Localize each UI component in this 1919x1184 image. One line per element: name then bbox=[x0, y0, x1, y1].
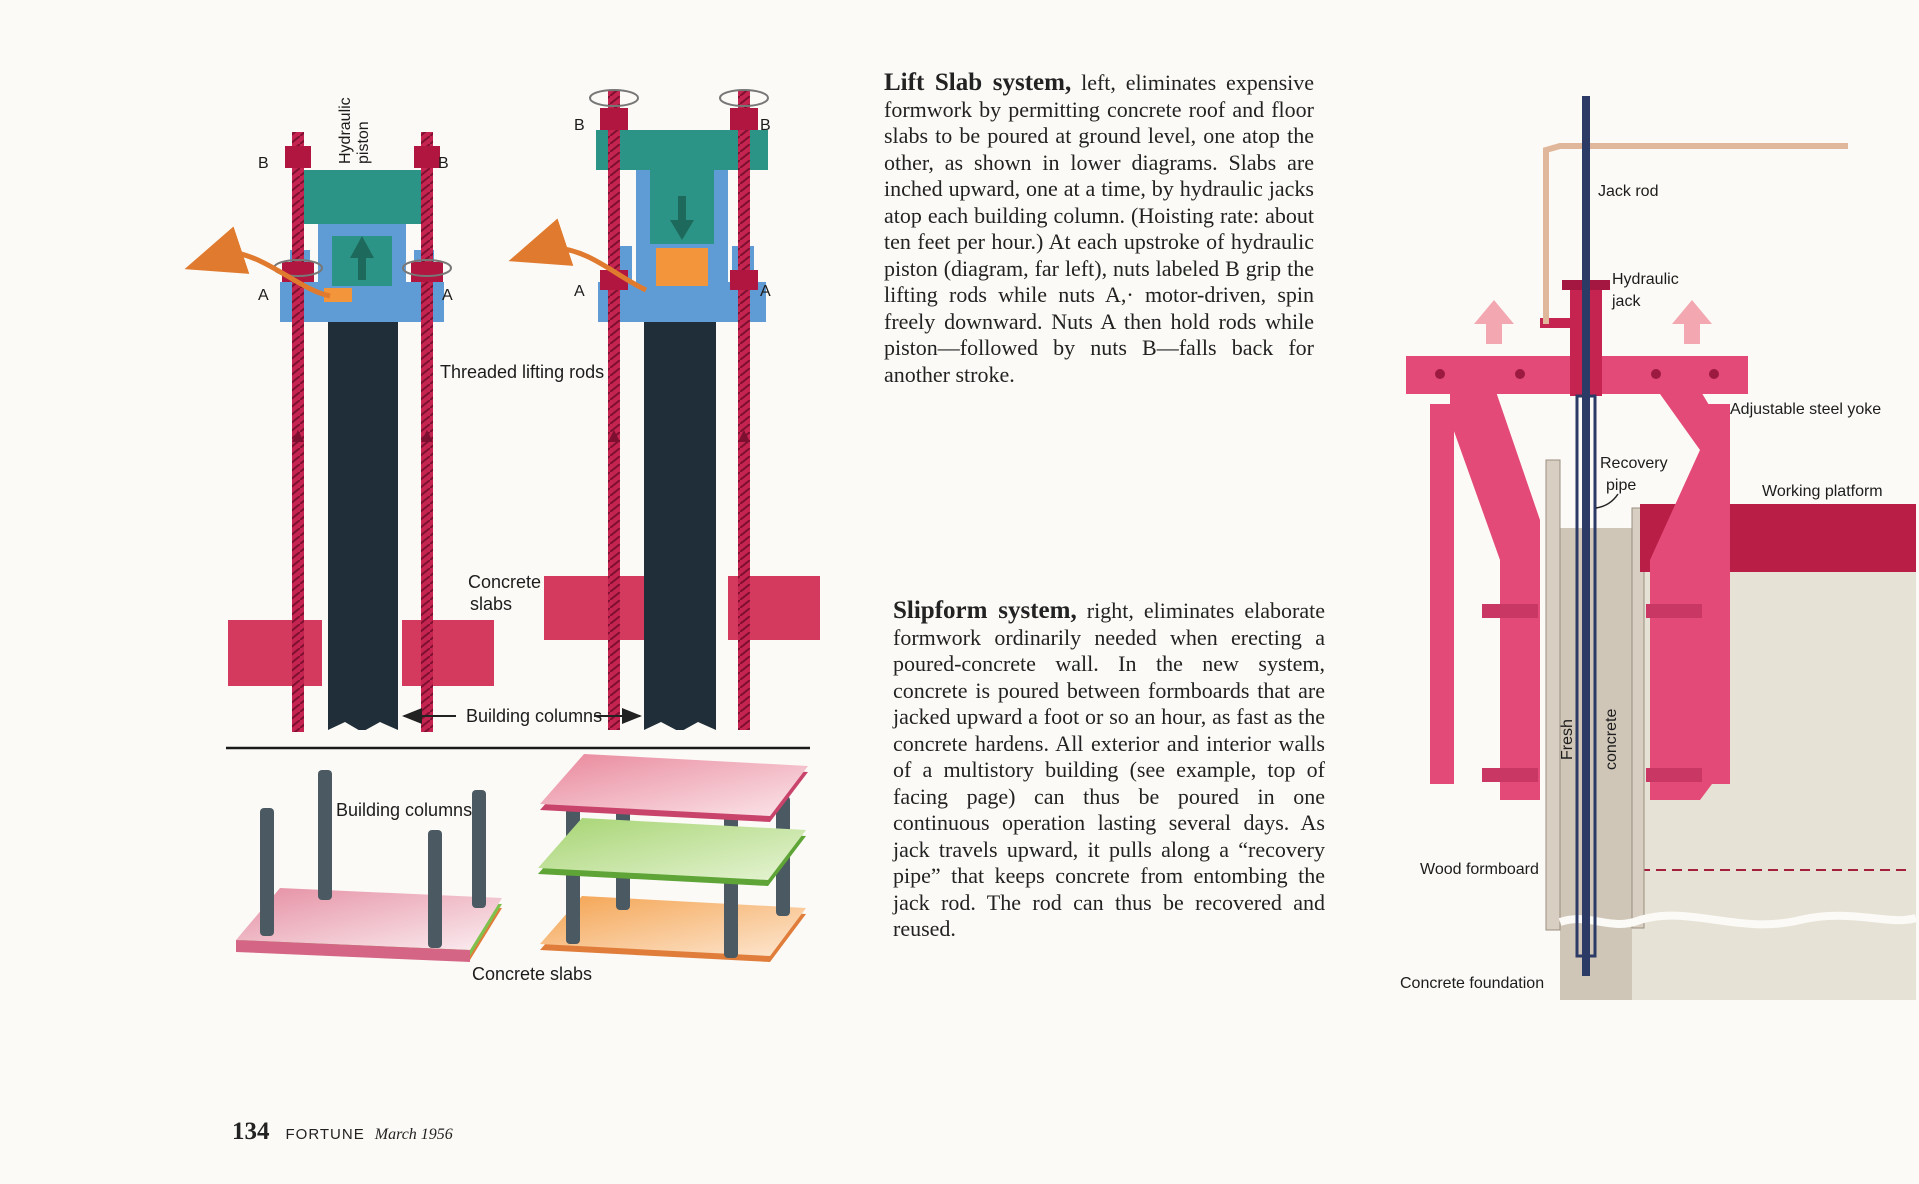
label-nut-b-right: B bbox=[438, 155, 449, 172]
label-nut-a-left: A bbox=[574, 283, 585, 300]
label-nut-b-left: B bbox=[574, 117, 585, 134]
label-building-columns: Building columns bbox=[466, 706, 603, 726]
caption-slipform bbox=[893, 598, 1325, 943]
lift-slab-jack-left bbox=[194, 97, 604, 736]
yoke-leg-left bbox=[1450, 380, 1540, 800]
label-nut-a-left: A bbox=[258, 287, 269, 304]
label-wood-formboard: Wood formboard bbox=[1420, 861, 1539, 878]
label-nut-a-right: A bbox=[760, 283, 771, 300]
building-column bbox=[644, 322, 716, 730]
label-building-columns: Building columns bbox=[336, 800, 473, 820]
label-concrete-2: slabs bbox=[470, 594, 513, 614]
label-threaded-lifting-rods: Threaded lifting rods bbox=[440, 362, 605, 382]
label-working-platform: Working platform bbox=[1762, 483, 1883, 500]
caption-lift-slab bbox=[884, 70, 1314, 388]
page-folio bbox=[232, 1118, 453, 1146]
caption-lift-slab-heading: Lift Slab system, bbox=[884, 69, 1072, 96]
slipform-diagram bbox=[1400, 96, 1916, 1000]
building-column bbox=[328, 322, 398, 730]
caption-slipform-body: right, eliminates elaborate formwork ordinarily needed when erecting a poured-concrete wall. In the new system, concrete is poured between formboards that are jacked upward a foot or so an hour, as fast as the concrete hardens. All exterior and interior walls of a multistory building (see example, top of facing page) can thus be poured in one continuous operation lasting several days. As jack travels upward, it pulls along a “recovery pipe” that keeps concrete from entombing the jack rod. The rod can thus be recovered and reused. bbox=[893, 598, 1325, 941]
concrete-slab-left-outer bbox=[544, 576, 644, 640]
threaded-lifting-rod bbox=[738, 90, 750, 730]
slabs-lifted-stack bbox=[538, 754, 808, 962]
lift-slab-jack-right bbox=[518, 90, 820, 736]
lift-arrow bbox=[1474, 300, 1514, 344]
threaded-lifting-rod bbox=[608, 90, 620, 730]
label-nut-b-right: B bbox=[760, 117, 771, 134]
building-columns-callout bbox=[404, 706, 640, 726]
label-concrete-1: Concrete bbox=[468, 572, 542, 592]
nut-b bbox=[730, 108, 758, 130]
label-concrete-slabs: Concrete slabs bbox=[472, 964, 593, 984]
magazine-name: FORTUNE bbox=[285, 1126, 365, 1143]
label-hydraulic: Hydraulic bbox=[337, 97, 354, 164]
building-column bbox=[428, 830, 442, 948]
label-concrete: concrete bbox=[1603, 708, 1620, 770]
nut-b bbox=[414, 146, 440, 168]
label-jack: jack bbox=[1612, 293, 1641, 310]
label-pipe: pipe bbox=[1606, 477, 1637, 494]
hydraulic-piston-head bbox=[292, 170, 432, 224]
building-column bbox=[318, 770, 332, 900]
nut-a bbox=[282, 262, 314, 282]
label-nut-b-left: B bbox=[258, 155, 269, 172]
concrete-slab-left-outer bbox=[228, 620, 322, 686]
nut-a bbox=[411, 262, 443, 282]
label-concrete-foundation: Concrete foundation bbox=[1400, 975, 1545, 992]
lift-arrow bbox=[1672, 300, 1712, 344]
nut-b bbox=[600, 108, 628, 130]
concrete-slab-left-inner bbox=[402, 620, 494, 686]
building-column bbox=[472, 790, 486, 908]
caption-slipform-heading: Slipform system, bbox=[893, 597, 1077, 624]
label-fresh: Fresh bbox=[1559, 719, 1576, 760]
label-nut-a-right: A bbox=[442, 287, 453, 304]
label-adjustable-steel-yoke: Adjustable steel yoke bbox=[1730, 401, 1882, 418]
building-column bbox=[260, 808, 274, 936]
nut-b bbox=[285, 146, 311, 168]
label-piston: piston bbox=[355, 121, 372, 164]
nut-a bbox=[730, 270, 758, 290]
page-number: 134 bbox=[232, 1118, 270, 1145]
label-hydraulic: Hydraulic bbox=[1612, 271, 1679, 288]
caption-lift-slab-body: left, eliminates expensive formwork by permitting concrete roof and floor slabs to be poured at ground level, one atop the other, as shown in lower diagrams. Slabs are inched upward, one at a time, by hydraulic jacks atop each building column. (Hoisting rate: about ten feet per hour.) At each upstroke of hydraulic piston (diagram, far left), nuts labeled B grip the lifting rods while nuts A,· motor-driven, spin freely downward. Nuts A then hold rods while piston—followed by nuts B—falls back for another stroke. bbox=[884, 70, 1315, 387]
jack-rod bbox=[1582, 96, 1590, 976]
issue-date: March 1956 bbox=[374, 1126, 453, 1143]
slabs-at-ground-level bbox=[236, 770, 592, 984]
wood-formboard bbox=[1546, 460, 1560, 930]
label-recovery: Recovery bbox=[1600, 455, 1668, 472]
label-jack-rod: Jack rod bbox=[1598, 183, 1659, 200]
